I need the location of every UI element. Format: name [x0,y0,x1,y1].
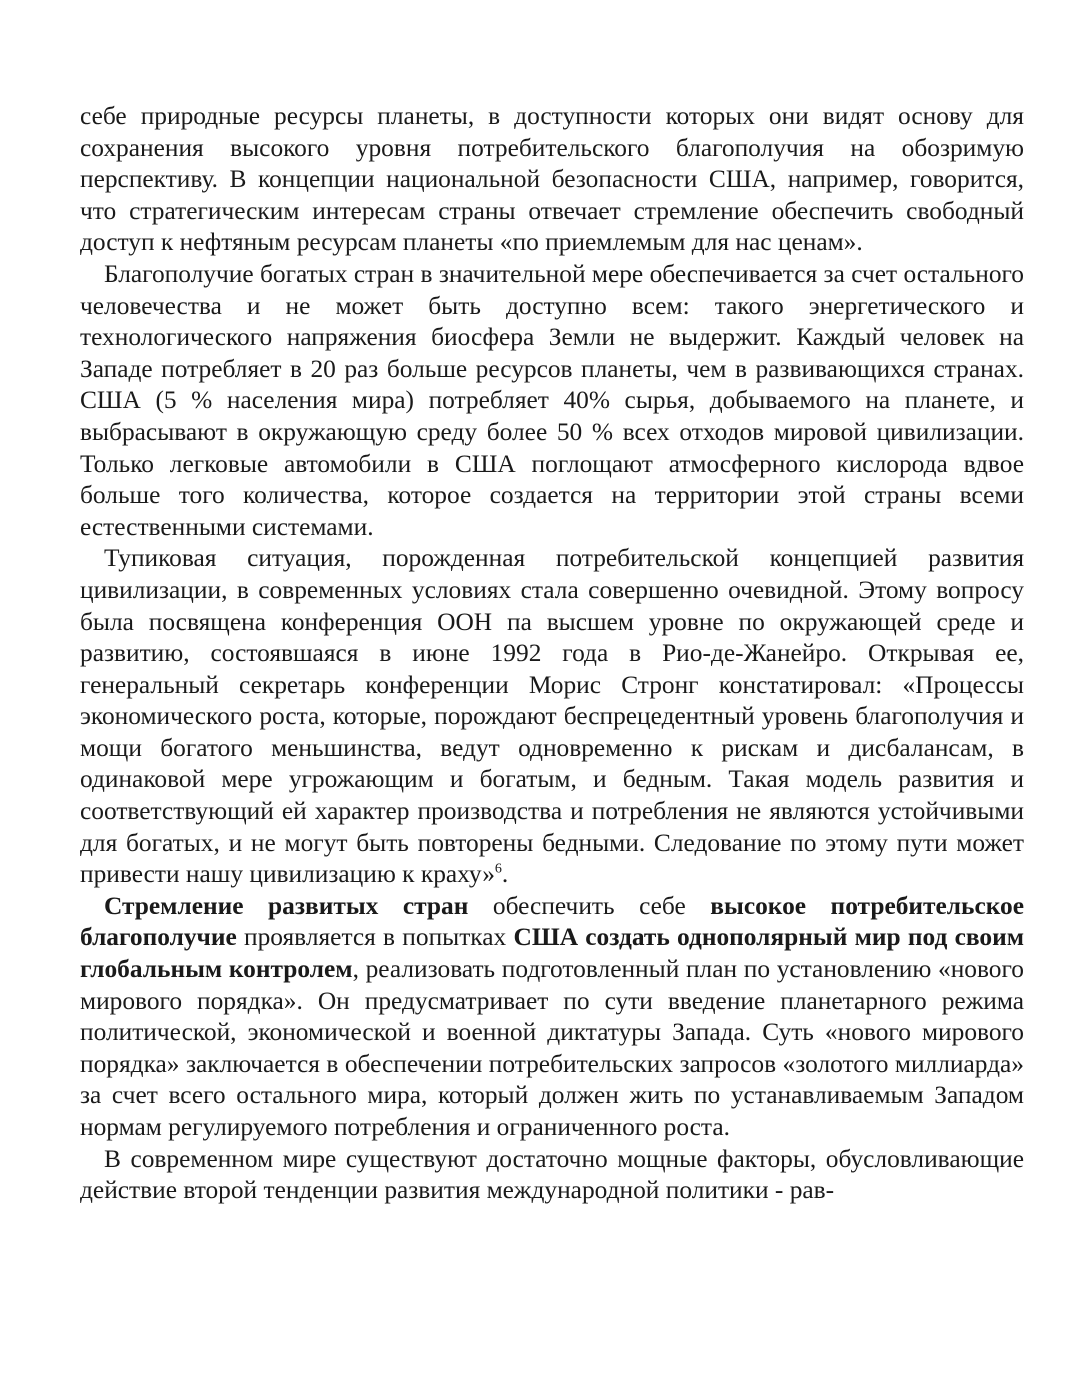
paragraph-rio-conference: Тупиковая ситуация, порожденная потребительской концепцией развития цивилизации, в современных условиях стала совершенно очевидной. Этому вопросу была посвящена конференция ООН па высшем уровне по окружающей среде и развитию, состоявшаяся в июне 1992 года в Рио-де-Жанейро. Открывая ее, генеральный секретарь конференции Морис Стронг констатировал: «Процессы экономического роста, которые, порождают беспрецедентный уровень благополучия и мощи богатого меньшинства, ведут одновременно к рискам и дисбалансам, в одинаковой мере угрожающим и богатым, и бедным. Такая модель развития и соответствующий ей характер производства и потребления не являются устойчивыми для богатых, и не могут быть повторены бедными. Следование по этому пути может привести нашу цивилизацию к краху»$^6$. [80,544,1024,889]
document-page [80,101,1024,1207]
footnote-marker: 6 [494,861,502,877]
paragraph-modern-world: В современном мире существуют достаточно мощные факторы, обусловливающие действие второй тенденции развития международной политики - рав- [80,1144,1024,1205]
paragraph-rich-countries: Благополучие богатых стран в значительной мере обеспечивается за счет остального человечества и не может быть доступно всем: такого энергетического и технологического напряжения биосфера Земли не выдержит. Каждый человек на Западе потребляет в 20 раз больше ресурсов планеты, чем в развивающихся странах. США (5 % населения мира) потребляет 40% сырья, добываемого на планете, и выбрасывают в окружающую среду более 50 % всех отходов мировой цивилизации. Только легковые автомобили в США поглощают атмосферного кислорода вдвое больше того количества, которое создается на территории этой страны всеми естественными системами. [80,259,1024,541]
text-segment: проявляется в попытках [236,923,514,952]
paragraph-resources: себе природные ресурсы планеты, в доступности которых они видят основу для сохранения высокого уровня потребительского благополучия на обозримую перспективу. В концепции национальной безопасности США, например, говорится, что стратегическим интересам страны отвечает стремление обеспечить свободный доступ к нефтяным ресурсам планеты «по приемлемым для нас ценам». [80,102,1024,257]
text-segment: , реализовать подготовленный план по установлению «нового мирового порядка». Он предусматривает по сути введение планетарного режима политической, экономической и военной диктатуры Запада. Суть «нового мирового порядка» заключается в обеспечении потребительских запросов «золотого миллиарда» за счет всего остального мира, который должен жить по устанавливаемым Западом нормам регулируемого потребления и ограниченного роста. [80,955,1024,1141]
bold-phrase-unipolar-world: США создать однополярный мир под своим глобальным контролем [80,923,1024,984]
bold-phrase-developed-countries: Стремление развитых стран [104,891,469,920]
bold-phrase-consumer-wellbeing: высокое потребительское благополучие [80,891,1024,952]
paragraph-new-world-order [80,891,1024,1144]
paragraph-rio-conference-text: Тупиковая ситуация, порожденная потребительской концепцией развития цивилизации, в современных условиях стала совершенно очевидной. Этому вопросу была посвящена конференция ООН па высшем уровне по окружающей среде и развитию, состоявшаяся в июне 1992 года в Рио-де-Жанейро. Открывая ее, генеральный секретарь конференции Морис Стронг констатировал: «Процессы экономического роста, которые, порождают беспрецедентный уровень благополучия и мощи богатого меньшинства, ведут одновременно к рискам и дисбалансам, в одинаковой мере угрожающим и богатым, и бедным. Такая модель развития и соответствующий ей характер производства и потребления не являются устойчивыми для богатых, и не могут быть повторены бедными. Следование по этому пути может привести нашу цивилизацию к краху» [80,544,1024,889]
text-segment: обеспечить себе [468,891,711,920]
